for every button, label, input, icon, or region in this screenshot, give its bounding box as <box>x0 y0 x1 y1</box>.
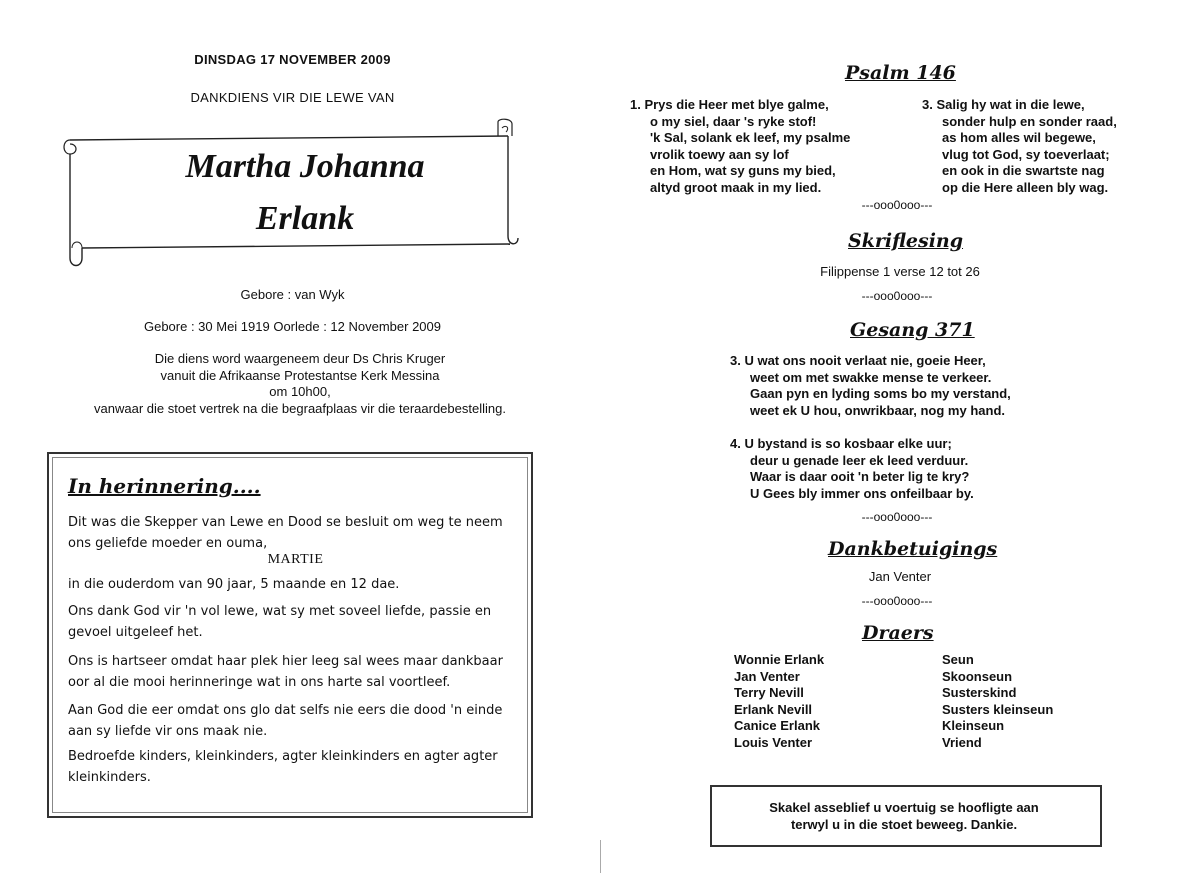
dankbetuigings-heading: Dankbetuigings <box>828 538 998 560</box>
page-fold-divider <box>600 840 601 873</box>
service-date: DINSDAG 17 NOVEMBER 2009 <box>194 52 391 67</box>
notice-line: Skakel asseblief u voertuig se hoofligte aan <box>769 800 1039 815</box>
pallbearer-names <box>734 652 924 751</box>
verse-line: op die Here alleen bly wag. <box>942 179 1109 195</box>
pallbearer-relation: Seun <box>942 652 974 667</box>
verse-line: weet om met swakke mense te verkeer. <box>750 369 992 385</box>
verse-line: 3. Salig hy wat in die lewe, <box>922 97 1085 112</box>
service-intro: DANKDIENS VIR DIE LEWE VAN <box>190 90 395 105</box>
verse-line: o my siel, daar 's ryke stof! <box>650 113 817 129</box>
verse-line: U Gees bly immer ons onfeilbaar by. <box>750 485 974 501</box>
service-line: vanwaar die stoet vertrek na die begraafplaas vir die teraardebestelling. <box>94 400 506 416</box>
verse-line: en ook in die swartste nag <box>942 163 1105 178</box>
pallbearer-name: Terry Nevill <box>734 685 804 700</box>
psalm-verse-1 <box>630 97 920 196</box>
pallbearer-relation: Skoonseun <box>942 668 1013 684</box>
verse-line: Waar is daar ooit 'n beter lig te kry? <box>750 469 970 484</box>
pallbearer-name: Canice Erlank <box>734 718 820 733</box>
deceased-surname: Erlank <box>255 200 355 237</box>
verse-line: 3. U wat ons nooit verlaat nie, goeie Heer, <box>730 353 986 368</box>
service-line: Die diens word waargeneem deur Ds Chris Kruger <box>154 351 446 366</box>
draers-heading: Draers <box>862 622 934 644</box>
verse-line: Gaan pyn en lyding soms bo my verstand, <box>750 386 1011 401</box>
memorial-paragraph: Aan God die eer omdat ons glo dat selfs nie eers die dood 'n einde aan sy liefde vir ons maak nie. <box>68 703 503 739</box>
verse-line: vrolik toewy aan sy lof <box>650 146 789 162</box>
verse-line: en Hom, wat sy guns my bied, <box>650 163 836 178</box>
gesang-heading: Gesang 371 <box>850 319 975 341</box>
pallbearer-name: Jan Venter <box>734 668 800 684</box>
memorial-title: In herinnering.... <box>68 474 261 498</box>
separator: ---ooo0ooo--- <box>861 289 933 303</box>
verse-line: sonder hulp en sonder raad, <box>942 113 1117 129</box>
pallbearer-name: Erlank Nevill <box>734 701 813 717</box>
verse-line: vlug tot God, sy toeverlaat; <box>942 146 1110 162</box>
separator: ---ooo0ooo--- <box>861 594 933 608</box>
gesang-verse-3 <box>730 353 1090 419</box>
psalm-heading: Psalm 146 <box>845 62 956 84</box>
notice-line: terwyl u in die stoet beweeg. Dankie. <box>790 817 1018 832</box>
verse-line: weet ek U hou, onwrikbaar, nog my hand. <box>750 402 1005 418</box>
service-line: vanuit die Afrikaanse Protestantse Kerk Messina <box>160 367 440 383</box>
pallbearer-relation: Vriend <box>942 734 982 750</box>
psalm-verse-3 <box>922 97 1152 196</box>
memorial-paragraph: in die ouderdom van 90 jaar, 5 maande en 12 dae. <box>68 577 400 592</box>
verse-line: 'k Sal, solank ek leef, my psalme <box>650 130 851 145</box>
verse-line: altyd groot maak in my lied. <box>650 179 822 195</box>
separator: ---ooo0ooo--- <box>861 198 933 212</box>
verse-line: as hom alles wil begewe, <box>942 130 1096 145</box>
verse-line: 1. Prys die Heer met blye galme, <box>630 97 829 112</box>
birth-death-dates: Gebore : 30 Mei 1919 Oorlede : 12 November 2009 <box>143 319 441 334</box>
verse-line: deur u genade leer ek leed verduur. <box>750 452 969 468</box>
memorial-paragraph: Bedroefde kinders, kleinkinders, agter kleinkinders en agter agter kleinkinders. <box>68 749 498 785</box>
service-details <box>0 351 600 417</box>
scroll-banner-icon <box>60 118 520 270</box>
memorial-paragraph: Ons dank God vir 'n vol lewe, wat sy met soveel liefde, passie en gevoel uitgeleef het. <box>68 604 492 640</box>
deceased-first-names: Martha Johanna <box>185 148 425 185</box>
pallbearer-name: Louis Venter <box>734 734 813 750</box>
memorial-paragraph: Ons is hartseer omdat haar plek hier leeg sal wees maar dankbaar oor al die mooi herinneringe wat in ons harte sal voortleef. <box>68 654 503 690</box>
memorial-paragraph: Dit was die Skepper van Lewe en Dood se besluit om weg te neem ons geliefde moeder en ouma, <box>68 515 503 551</box>
maiden-name: Gebore : van Wyk <box>240 287 345 302</box>
memorial-name: MARTIE <box>267 552 324 567</box>
service-line: om 10h00, <box>269 384 331 399</box>
pallbearer-relation: Kleinseun <box>942 718 1005 733</box>
skriflesing-text: Filippense 1 verse 12 tot 26 <box>820 264 980 279</box>
pallbearer-relation: Susters kleinseun <box>942 701 1054 717</box>
dankbetuigings-text: Jan Venter <box>868 569 932 584</box>
pallbearer-relation: Susterskind <box>942 685 1017 700</box>
pallbearer-relations <box>942 652 1142 751</box>
separator: ---ooo0ooo--- <box>861 510 933 524</box>
gesang-verse-4 <box>730 436 1090 502</box>
skriflesing-heading: Skriflesing <box>848 230 964 252</box>
verse-line: 4. U bystand is so kosbaar elke uur; <box>730 436 952 451</box>
pallbearer-name: Wonnie Erlank <box>734 652 825 667</box>
notice-text <box>710 799 1098 833</box>
